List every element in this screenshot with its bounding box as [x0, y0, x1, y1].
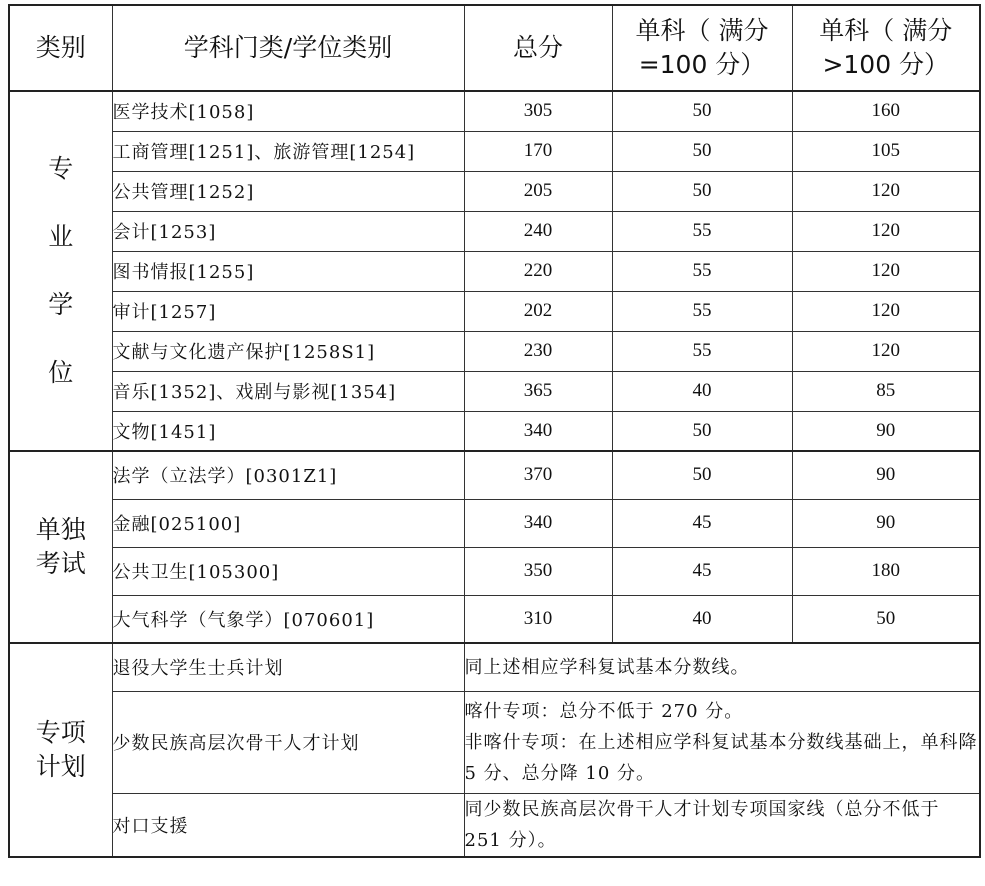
discipline-cell: 金融[025100]: [112, 499, 464, 547]
header-single-gt100: 单科（ 满分>100 分）: [792, 5, 980, 91]
single-100-cell: 55: [612, 291, 792, 331]
table-row: [9, 547, 980, 595]
single-100-cell: 45: [612, 547, 792, 595]
single-100-cell: 55: [612, 251, 792, 291]
single-100-cell: 50: [612, 451, 792, 499]
single-100-cell: 55: [612, 211, 792, 251]
discipline-cell: 会计[1253]: [112, 211, 464, 251]
total-score-cell: 370: [464, 451, 612, 499]
discipline-cell: 大气科学（气象学）[070601]: [112, 595, 464, 643]
total-score-cell: 310: [464, 595, 612, 643]
header-single-100: 单科（ 满分=100 分）: [612, 5, 792, 91]
single-gt100-cell: 90: [792, 499, 980, 547]
category-text: 业: [48, 222, 74, 251]
discipline-cell: 文物[1451]: [112, 411, 464, 451]
header-discipline: 学科门类/学位类别: [112, 5, 464, 91]
single-100-cell: 50: [612, 411, 792, 451]
discipline-cell: 对口支援: [112, 793, 464, 857]
discipline-cell: 音乐[1352]、戏剧与影视[1354]: [112, 371, 464, 411]
category-cell: [9, 451, 112, 643]
category-text: 专项: [35, 717, 86, 747]
table-row: [9, 171, 980, 211]
discipline-cell: 退役大学生士兵计划: [112, 643, 464, 691]
total-score-cell: 220: [464, 251, 612, 291]
table-row: [9, 643, 980, 691]
discipline-cell: 审计[1257]: [112, 291, 464, 331]
single-100-cell: 50: [612, 171, 792, 211]
single-100-cell: 45: [612, 499, 792, 547]
table-row: [9, 91, 980, 131]
table-row: [9, 291, 980, 331]
discipline-cell: 图书情报[1255]: [112, 251, 464, 291]
header-category: 类别: [9, 5, 112, 91]
category-text: 专: [48, 154, 74, 183]
total-score-cell: 365: [464, 371, 612, 411]
single-100-cell: 40: [612, 595, 792, 643]
table-row: [9, 251, 980, 291]
category-cell: [9, 643, 112, 857]
note-cell: [464, 643, 980, 691]
table-row: [9, 211, 980, 251]
header-total: 总分: [464, 5, 612, 91]
single-100-cell: 40: [612, 371, 792, 411]
header-row: [9, 5, 980, 91]
table-row: [9, 371, 980, 411]
total-score-cell: 340: [464, 499, 612, 547]
single-gt100-cell: 160: [792, 91, 980, 131]
category-text: 位: [48, 358, 74, 387]
single-gt100-cell: 120: [792, 211, 980, 251]
table-row: [9, 131, 980, 171]
discipline-cell: 法学（立法学）[0301Z1]: [112, 451, 464, 499]
discipline-cell: 少数民族高层次骨干人才计划: [112, 691, 464, 793]
single-gt100-cell: 120: [792, 291, 980, 331]
single-gt100-cell: 120: [792, 331, 980, 371]
note-cell: [464, 691, 980, 793]
total-score-cell: 170: [464, 131, 612, 171]
table-row: [9, 793, 980, 857]
single-gt100-cell: 50: [792, 595, 980, 643]
total-score-cell: 305: [464, 91, 612, 131]
discipline-cell: 文献与文化遗产保护[1258S1]: [112, 331, 464, 371]
single-100-cell: 55: [612, 331, 792, 371]
note-line: 同上述相应学科复试基本分数线。: [464, 656, 750, 678]
single-gt100-cell: 120: [792, 171, 980, 211]
single-gt100-cell: 85: [792, 371, 980, 411]
total-score-cell: 240: [464, 211, 612, 251]
category-text: 计划: [35, 751, 86, 781]
category-text: 学: [48, 290, 74, 319]
note-cell: [464, 793, 980, 857]
total-score-cell: 340: [464, 411, 612, 451]
single-100-cell: 50: [612, 91, 792, 131]
single-gt100-cell: 105: [792, 131, 980, 171]
category-cell: [9, 91, 112, 451]
table-row: [9, 595, 980, 643]
discipline-cell: 医学技术[1058]: [112, 91, 464, 131]
discipline-cell: 公共管理[1252]: [112, 171, 464, 211]
table-body: [9, 91, 980, 857]
single-gt100-cell: 90: [792, 411, 980, 451]
total-score-cell: 202: [464, 291, 612, 331]
note-line: 同少数民族高层次骨干人才计划专项国家线（总分不低于 251 分）。: [464, 798, 940, 851]
total-score-cell: 230: [464, 331, 612, 371]
total-score-cell: 205: [464, 171, 612, 211]
single-gt100-cell: 90: [792, 451, 980, 499]
discipline-cell: 工商管理[1251]、旅游管理[1254]: [112, 131, 464, 171]
single-gt100-cell: 180: [792, 547, 980, 595]
table-row: [9, 451, 980, 499]
single-gt100-cell: 120: [792, 251, 980, 291]
table-row: [9, 331, 980, 371]
table-row: [9, 411, 980, 451]
discipline-cell: 公共卫生[105300]: [112, 547, 464, 595]
category-text: 单独: [35, 515, 86, 544]
total-score-cell: 350: [464, 547, 612, 595]
note-line: 非喀什专项：在上述相应学科复试基本分数线基础上，单科降 5 分、总分降 10 分。: [464, 731, 978, 784]
note-line: 喀什专项：总分不低于 270 分。: [464, 700, 744, 722]
single-100-cell: 50: [612, 131, 792, 171]
score-table: [8, 4, 981, 858]
table-row: [9, 499, 980, 547]
table-row: [9, 691, 980, 793]
category-text: 考试: [35, 549, 86, 578]
